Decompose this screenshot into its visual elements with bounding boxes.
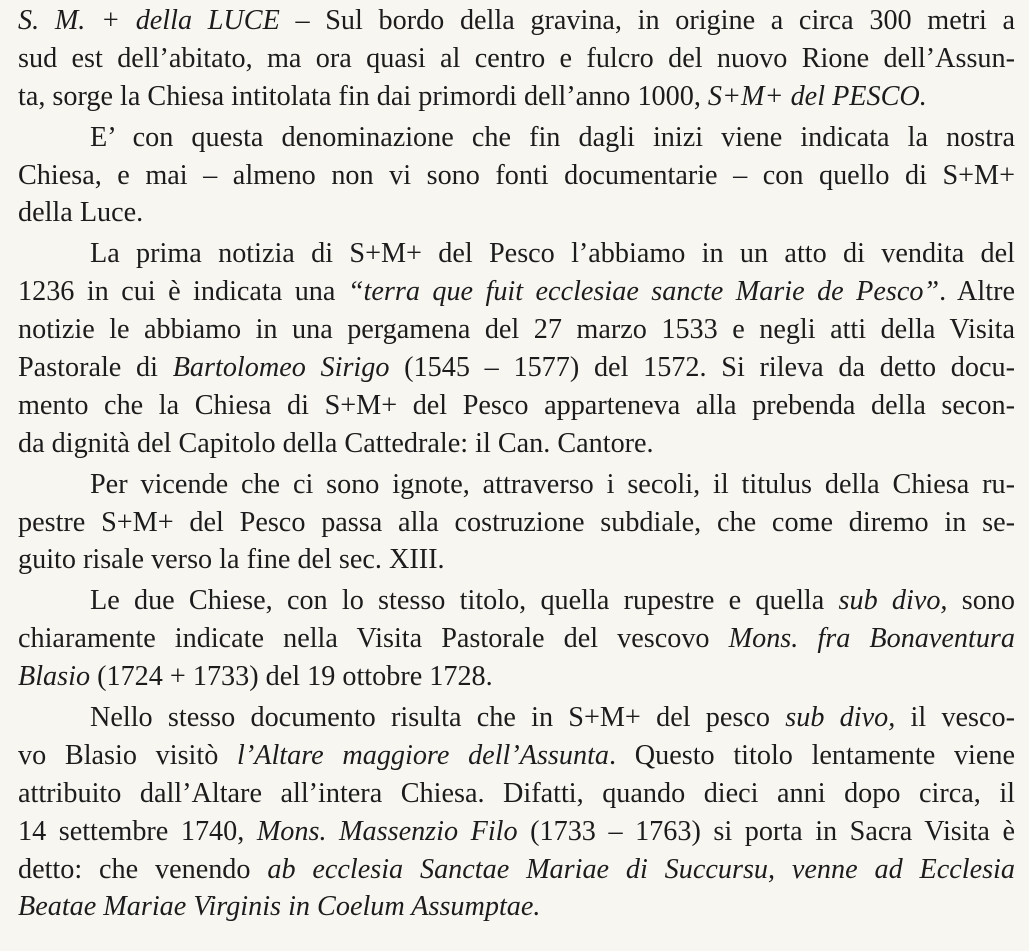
- text-run: (1733 – 1763) si porta in Sacra Visita è: [517, 815, 1015, 847]
- text-run: Nello stesso documento risulta che in S+M+ del pesco: [90, 702, 786, 734]
- text-run: . Altre: [939, 276, 1015, 308]
- text-run: vo Blasio visitò: [18, 739, 238, 771]
- text-run: Le due Chiese, con lo stesso titolo, quella rupestre e quella: [90, 585, 839, 617]
- text-line: [18, 582, 1015, 620]
- text-line: [18, 273, 1015, 311]
- text-run: pestre S+M+ del Pesco passa alla costruzione subdiale, che come diremo in se-: [18, 506, 1015, 538]
- text-run: 1236 in cui è indicata una: [18, 276, 348, 308]
- text-line: [18, 349, 1015, 387]
- text-line: [18, 775, 1015, 813]
- text-line: [18, 235, 1015, 273]
- text-line: [18, 658, 1015, 696]
- italic-text: sub divo,: [785, 702, 896, 734]
- text-run: Pastorale di: [18, 352, 173, 384]
- text-line: [18, 541, 1015, 579]
- text-line: [18, 387, 1015, 425]
- italic-text: ab ecclesia Sanctae Mariae di Succursu, venne ad Ecclesia: [267, 853, 1015, 885]
- text-line: [18, 194, 1015, 232]
- text-line: [18, 2, 1015, 40]
- text-line: [18, 157, 1015, 195]
- italic-text: S+M+ del PESCO.: [707, 80, 927, 112]
- text-run: notizie le abbiamo in una pergamena del 27 marzo 1533 e negli atti della Visita: [18, 314, 1015, 346]
- italic-text: l’Altare maggiore dell’Assunta: [237, 739, 610, 771]
- text-run: 14 settembre 1740,: [18, 815, 257, 847]
- text-line: [18, 851, 1015, 889]
- text-run: sud est dell’abitato, ma ora quasi al centro e fulcro del nuovo Rione dell’Assun-: [18, 42, 1015, 74]
- text-line: [18, 40, 1015, 78]
- italic-text: Blasio: [18, 661, 91, 693]
- paragraph: [18, 235, 1015, 462]
- italic-text: “terra que fuit ecclesiae sancte Marie de Pesco”: [347, 276, 940, 308]
- text-run: – Sul bordo della gravina, in origine a circa 300 metri a: [279, 5, 1015, 36]
- text-run: Chiesa, e mai – almeno non vi sono fonti documentarie – con quello di S+M+: [18, 159, 1015, 191]
- paragraph: [18, 466, 1015, 580]
- text-run: della Luce.: [18, 197, 144, 229]
- italic-text: Mons. Massenzio Filo: [256, 815, 518, 847]
- text-run: chiaramente indicate nella Visita Pastorale del vescovo: [18, 623, 729, 655]
- text-run: . Questo titolo lentamente viene: [609, 739, 1015, 771]
- text-run: (1724 + 1733) del 19 ottobre 1728.: [90, 661, 493, 693]
- text-line: [18, 620, 1015, 658]
- text-line: [18, 311, 1015, 349]
- italic-text: sub divo,: [838, 585, 948, 617]
- text-line: [18, 466, 1015, 504]
- text-run: il vesco-: [895, 702, 1015, 734]
- text-line: [18, 888, 1015, 926]
- text-line: [18, 119, 1015, 157]
- text-run: Per vicende che ci sono ignote, attraverso i secoli, il titulus della Chiesa ru-: [90, 468, 1015, 500]
- italic-text: S. M. + della LUCE: [18, 5, 280, 36]
- text-run: ta, sorge la Chiesa intitolata fin dai primordi dell’anno 1000,: [18, 80, 708, 112]
- text-run: mento che la Chiesa di S+M+ del Pesco apparteneva alla prebenda della secon-: [18, 389, 1015, 421]
- text-run: La prima notizia di S+M+ del Pesco l’abbiamo in un atto di vendita del: [90, 238, 1015, 270]
- text-run: (1545 – 1577) del 1572. Si rileva da detto docu-: [389, 352, 1015, 384]
- text-run: da dignità del Capitolo della Cattedrale: il Can. Cantore.: [18, 427, 654, 459]
- text-run: attribuito dall’Altare all’intera Chiesa. Difatti, quando dieci anni dopo circa, il: [18, 777, 1015, 809]
- italic-text: Mons. fra Bonaventura: [728, 623, 1015, 655]
- text-line: [18, 813, 1015, 851]
- text-run: sono: [947, 585, 1015, 617]
- paragraph: [18, 2, 1015, 116]
- text-line: [18, 737, 1015, 775]
- text-line: [18, 504, 1015, 542]
- italic-text: Bartolomeo Sirigo: [172, 352, 390, 384]
- text-run: E’ con questa denominazione che fin dagli inizi viene indicata la nostra: [90, 121, 1015, 153]
- text-line: [18, 78, 1015, 116]
- text-line: [18, 699, 1015, 737]
- paragraph: [18, 699, 1015, 926]
- text-run: guito risale verso la fine del sec. XIII.: [18, 544, 445, 576]
- text-run: detto: che venendo: [18, 853, 268, 885]
- paragraph: [18, 119, 1015, 233]
- paragraph: [18, 582, 1015, 696]
- italic-text: Beatae Mariae Virginis in Coelum Assumptae.: [18, 891, 541, 923]
- text-line: [18, 425, 1015, 463]
